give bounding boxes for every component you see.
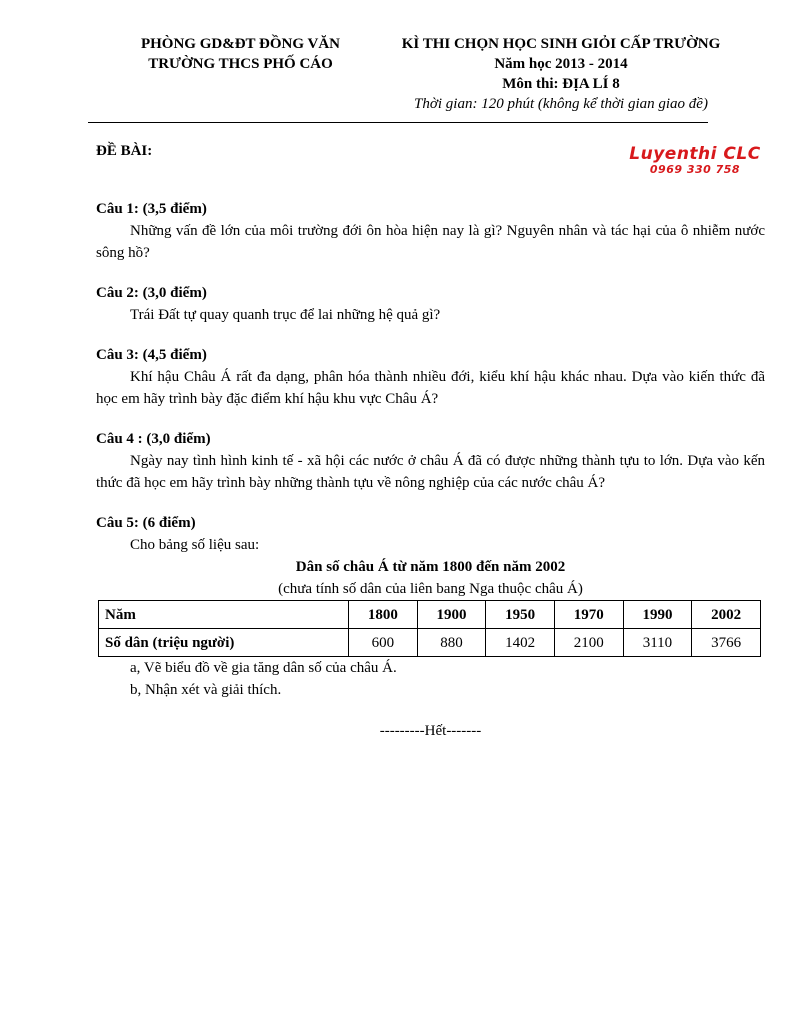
task-b: b, Nhận xét và giải thích. bbox=[130, 682, 282, 698]
school-year: Năm học 2013 - 2014 bbox=[494, 56, 628, 72]
table-title: Dân số châu Á từ năm 1800 đến năm 2002 bbox=[295, 559, 566, 575]
population-table bbox=[98, 600, 761, 657]
header-divider bbox=[88, 122, 708, 123]
question-body: Khí hậu Châu Á rất đa dạng, phân hóa thành nhiều đới, kiểu khí hậu khác nhau. Dựa vào kiến thức đã học em hãy trình bày đặc điểm khí hậu khu vực Châu Á? bbox=[96, 369, 765, 407]
exam-title: KÌ THI CHỌN HỌC SINH GIỎI CẤP TRƯỜNG bbox=[401, 36, 721, 52]
question-body: Những vấn đề lớn của môi trường đới ôn hòa hiện nay là gì? Nguyên nhân và tác hại của ô nhiễm nước sông hồ? bbox=[96, 223, 765, 261]
table-row bbox=[99, 629, 761, 657]
exam-subject: Môn thi: ĐỊA LÍ 8 bbox=[502, 76, 620, 92]
year-cell: 1970 bbox=[554, 601, 623, 629]
exam-duration: Thời gian: 120 phút (không kể thời gian giao đề) bbox=[414, 96, 708, 112]
question-intro: Cho bảng số liệu sau: bbox=[130, 537, 260, 553]
value-cell: 600 bbox=[349, 629, 418, 657]
question-title: Câu 5: (6 điểm) bbox=[96, 515, 196, 531]
question-3 bbox=[96, 344, 765, 410]
table-header-row bbox=[99, 601, 761, 629]
value-cell: 3766 bbox=[692, 629, 761, 657]
value-cell: 1402 bbox=[486, 629, 555, 657]
year-cell: 1800 bbox=[349, 601, 418, 629]
question-title: Câu 3: (4,5 điểm) bbox=[96, 347, 207, 363]
question-title: Câu 2: (3,0 điểm) bbox=[96, 285, 207, 301]
year-cell: 1950 bbox=[486, 601, 555, 629]
exam-header bbox=[372, 34, 750, 114]
question-1 bbox=[96, 198, 765, 264]
section-title: ĐỀ BÀI: bbox=[96, 143, 153, 159]
table-subtitle: (chưa tính số dân của liên bang Nga thuộc châu Á) bbox=[278, 581, 583, 597]
question-title: Câu 4 : (3,0 điểm) bbox=[96, 431, 211, 447]
year-cell: 1900 bbox=[417, 601, 486, 629]
school-header bbox=[118, 34, 363, 74]
task-a: a, Vẽ biểu đồ về gia tăng dân số của châu Á. bbox=[130, 660, 397, 676]
table-header-label: Năm bbox=[99, 601, 349, 629]
value-cell: 2100 bbox=[554, 629, 623, 657]
question-title: Câu 1: (3,5 điểm) bbox=[96, 201, 207, 217]
question-body: Ngày nay tình hình kinh tế - xã hội các nước ở châu Á đã có được những thành tựu to lớn. Dựa vào kến thức đã học em hãy trình bày những thành tựu về nông nghiệp của các nước châu Á? bbox=[96, 453, 765, 491]
year-cell: 2002 bbox=[692, 601, 761, 629]
table-row-label: Số dân (triệu người) bbox=[99, 629, 349, 657]
school-name: TRƯỜNG THCS PHỐ CÁO bbox=[148, 56, 333, 72]
value-cell: 3110 bbox=[623, 629, 692, 657]
end-mark: ---------Hết------- bbox=[379, 723, 482, 739]
question-body: Trái Đất tự quay quanh trục để lai những hệ quả gì? bbox=[130, 307, 441, 323]
question-4 bbox=[96, 428, 765, 494]
question-5 bbox=[96, 512, 765, 701]
department-name: PHÒNG GD&ĐT ĐỒNG VĂN bbox=[140, 36, 341, 52]
watermark-phone: 0969 330 758 bbox=[649, 163, 741, 176]
question-2 bbox=[96, 282, 765, 326]
watermark-name: Luyenthi CLC bbox=[629, 144, 761, 164]
value-cell: 880 bbox=[417, 629, 486, 657]
year-cell: 1990 bbox=[623, 601, 692, 629]
exam-content bbox=[96, 132, 765, 742]
